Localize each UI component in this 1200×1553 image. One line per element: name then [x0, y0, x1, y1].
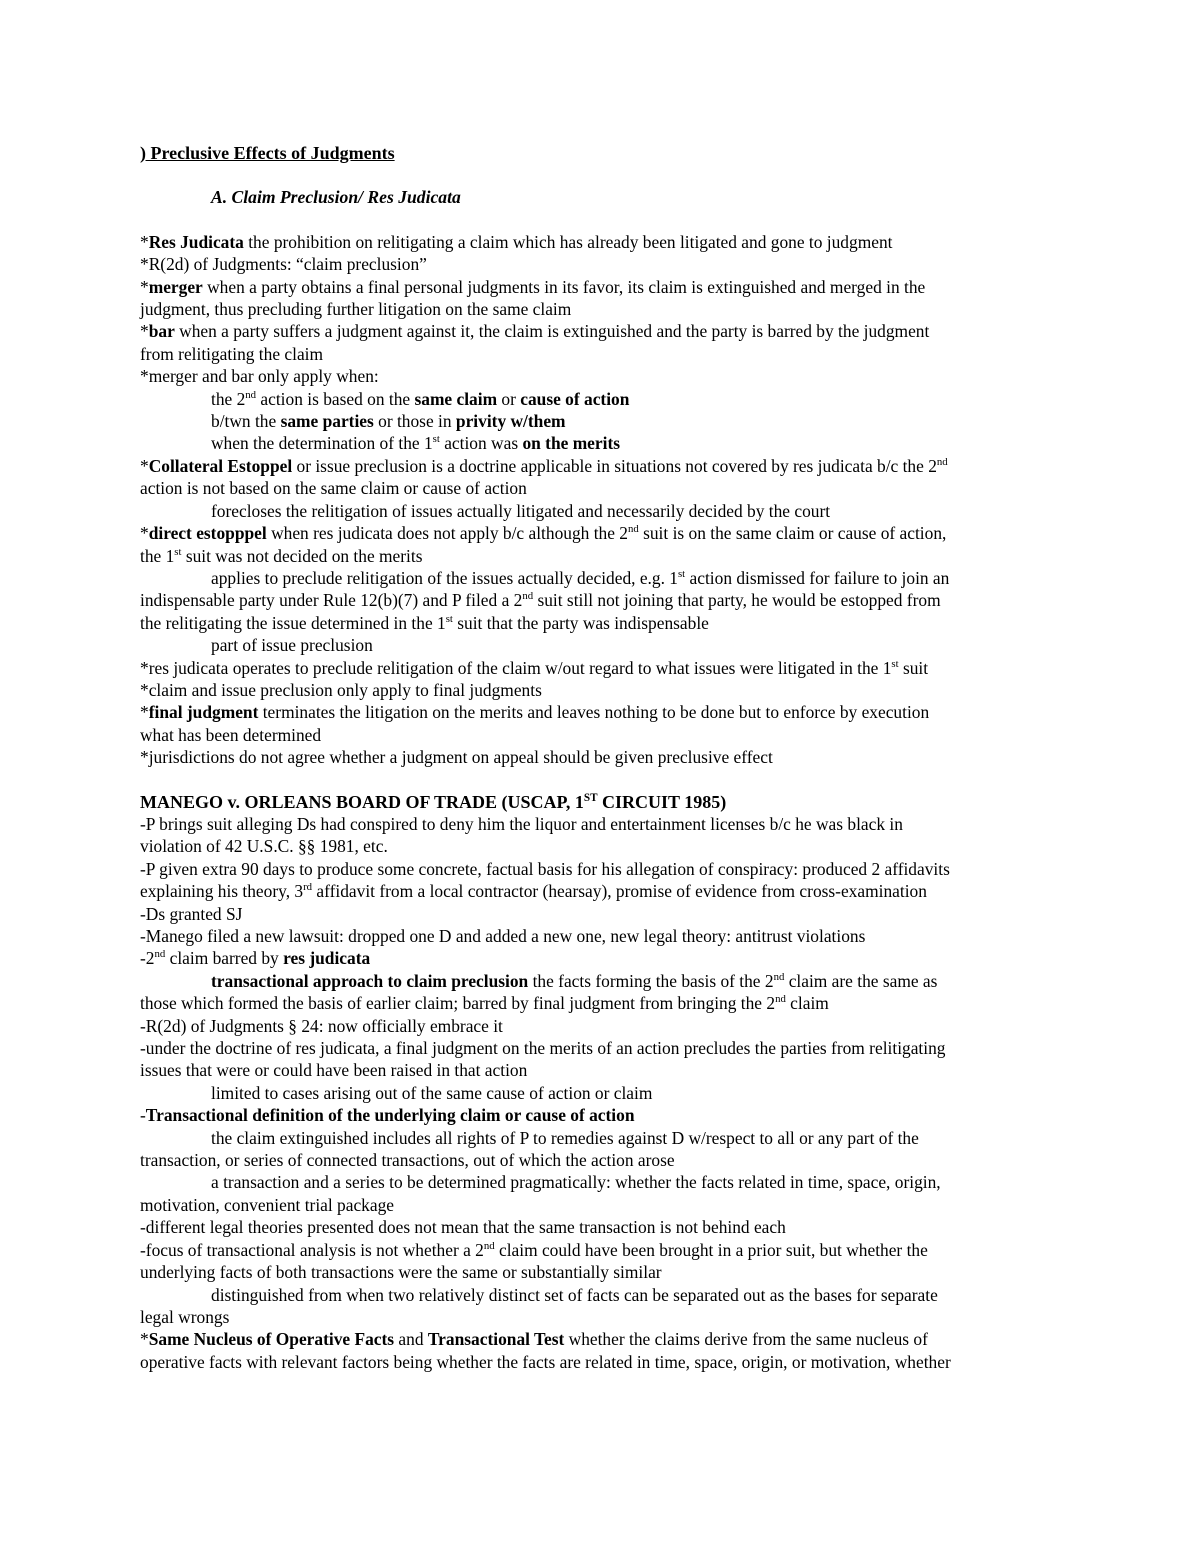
case-note-line-12-seg-0: limited to cases arising out of the same cause of action or claim: [211, 1082, 653, 1103]
note-line-10-seg-3: nd: [936, 456, 948, 469]
note-line-0-seg-2: the prohibition on relitigating a claim which has already been litigated and gone to judgment: [243, 231, 893, 252]
note-line-0-seg-0: *: [140, 231, 149, 252]
note-line-2-seg-2: when a party obtains a final personal judgments in its favor, its claim is extinguished and merged in the: [202, 276, 926, 297]
note-line-0: [140, 231, 1060, 253]
note-line-19: [140, 657, 1060, 679]
case-note-line-23-seg-2: and: [394, 1329, 428, 1350]
case-note-line-4: [140, 903, 1060, 925]
case-note-line-22-seg-0: legal wrongs: [140, 1306, 230, 1327]
case-note-line-0-seg-0: -P brings suit alleging Ds had conspired to deny him the liquor and entertainment licenses b/c he was black in: [140, 813, 903, 834]
title-prefix: ): [140, 143, 151, 163]
case-note-line-20-seg-0: underlying facts of both transactions were the same or substantially similar: [140, 1262, 662, 1283]
note-line-8-seg-1: same parties: [280, 411, 374, 432]
note-line-4-seg-0: *: [140, 321, 149, 342]
case-note-line-22: [140, 1306, 1060, 1328]
note-line-20: [140, 679, 1060, 701]
case-note-line-15: [140, 1149, 1060, 1171]
note-line-10-seg-2: or issue preclusion is a doctrine applicable in situations not covered by res judicata b/c the 2: [292, 455, 937, 476]
case-note-line-4-seg-0: -Ds granted SJ: [140, 903, 243, 924]
note-line-1-seg-0: *R(2d) of Judgments: “claim preclusion”: [140, 254, 427, 275]
case-note-line-17-seg-0: motivation, convenient trial package: [140, 1194, 395, 1215]
case-note-line-14: [140, 1127, 1060, 1149]
note-line-10: [140, 455, 1060, 477]
case-note-line-13-seg-0: -: [140, 1105, 146, 1126]
case-note-line-23-seg-4: whether the claims derive from the same nucleus of: [564, 1329, 928, 1350]
note-line-2: [140, 276, 1060, 298]
note-line-13: [140, 522, 1060, 544]
note-line-7: [140, 388, 1060, 410]
note-line-13-seg-3: nd: [627, 523, 639, 536]
case-note-line-5-seg-0: -Manego filed a new lawsuit: dropped one D and added a new one, new legal theory: antitrust violations: [140, 926, 866, 946]
case-note-line-8-seg-0: those which formed the basis of earlier claim; barred by final judgment from bringing the 2: [140, 993, 776, 1014]
case-note-line-19: [140, 1239, 1060, 1261]
note-line-12: [140, 500, 1060, 522]
case-note-line-11: [140, 1059, 1060, 1081]
case-note-line-8-seg-2: claim: [785, 993, 829, 1014]
note-line-2-seg-1: merger: [148, 276, 203, 297]
case-note-line-8: [140, 992, 1060, 1014]
case-note-line-3-seg-0: explaining his theory, 3: [140, 881, 304, 902]
note-line-14-seg-1: st: [174, 545, 182, 558]
note-line-13-seg-1: direct estopppel: [148, 523, 267, 544]
case-note-line-16: [140, 1171, 1060, 1193]
note-line-3: [140, 298, 1060, 320]
section-subtitle: A. Claim Preclusion/ Res Judicata: [211, 187, 461, 208]
case-note-line-23: [140, 1328, 1060, 1350]
case-note-line-13-seg-1: Transactional definition of the underlying claim or cause of action: [145, 1105, 635, 1126]
note-line-3-seg-0: judgment, thus precluding further litigation on the same claim: [140, 299, 572, 320]
case-note-line-24-seg-0: operative facts with relevant factors being whether the facts are related in time, space, origin, or motivation, whether: [140, 1351, 951, 1372]
note-line-7-seg-0: the 2: [211, 388, 246, 409]
note-line-0-seg-1: Res Judicata: [148, 231, 244, 252]
case-note-line-2: [140, 858, 1060, 880]
note-line-7-seg-2: action is based on the: [256, 388, 415, 409]
case-note-line-7-seg-2: nd: [773, 971, 785, 984]
case-note-line-6-seg-3: res judicata: [283, 948, 371, 969]
note-line-7-seg-5: cause of action: [520, 388, 630, 409]
note-line-23: [140, 746, 1060, 768]
note-line-17: [140, 612, 1060, 634]
note-line-11: [140, 477, 1060, 499]
note-line-21: [140, 701, 1060, 723]
case-note-line-3-seg-2: affidavit from a local contractor (hearsay), promise of evidence from cross-examination: [312, 881, 927, 902]
note-line-8-seg-2: or those in: [373, 411, 456, 432]
case-note-line-19-seg-2: claim could have been brought in a prior suit, but whether the: [494, 1239, 928, 1260]
note-line-6: [140, 365, 1060, 387]
note-line-15-seg-2: action dismissed for failure to join an: [685, 567, 950, 588]
note-line-16-seg-1: nd: [522, 590, 534, 603]
case-note-line-7-seg-1: the facts forming the basis of the 2: [528, 970, 774, 991]
case-note-line-3: [140, 880, 1060, 902]
case-heading: [140, 791, 1060, 813]
note-line-9: [140, 432, 1060, 454]
note-line-4-seg-1: bar: [148, 321, 175, 342]
note-line-21-seg-1: final judgment: [148, 702, 259, 723]
note-line-16-seg-2: suit still not joining that party, he would be estopped from: [533, 590, 941, 611]
note-line-7-seg-4: or: [497, 388, 521, 409]
note-line-10-seg-0: *: [140, 455, 149, 476]
note-line-12-seg-0: forecloses the relitigation of issues actually litigated and necessarily decided by the court: [211, 500, 831, 521]
case-note-line-1-seg-0: violation of 42 U.S.C. §§ 1981, etc.: [140, 836, 388, 857]
note-line-18-seg-0: part of issue preclusion: [211, 635, 373, 656]
case-note-line-15-seg-0: transaction, or series of connected transactions, out of which the action arose: [140, 1150, 675, 1171]
case-note-line-11-seg-0: issues that were or could have been raised in that action: [140, 1060, 528, 1081]
case-notes-section: [140, 813, 1060, 1373]
case-note-line-6-seg-1: nd: [154, 948, 166, 961]
note-line-5-seg-0: from relitigating the claim: [140, 343, 324, 364]
case-note-line-9-seg-0: -R(2d) of Judgments § 24: now officially embrace it: [140, 1015, 503, 1036]
case-note-line-24: [140, 1351, 1060, 1373]
note-line-22-seg-0: what has been determined: [140, 724, 322, 745]
note-line-11-seg-0: action is not based on the same claim or cause of action: [140, 478, 527, 499]
note-line-14-seg-0: the 1: [140, 545, 175, 566]
case-note-line-10-seg-0: -under the doctrine of res judicata, a final judgment on the merits of an action precludes the parties from relitigating: [140, 1038, 946, 1059]
note-line-6-seg-0: *merger and bar only apply when:: [140, 366, 379, 387]
case-note-line-23-seg-0: *: [140, 1329, 149, 1350]
case-note-line-21: [140, 1284, 1060, 1306]
note-line-21-seg-0: *: [140, 702, 149, 723]
case-note-line-7-seg-0: transactional approach to claim preclusion: [211, 970, 529, 991]
note-line-4: [140, 320, 1060, 342]
note-line-9-seg-2: action was: [439, 433, 523, 454]
note-line-7-seg-1: nd: [245, 388, 257, 401]
note-line-15: [140, 567, 1060, 589]
case-heading-seg-2: CIRCUIT 1985): [597, 791, 727, 812]
document-page: [140, 142, 1060, 1373]
case-note-line-17: [140, 1194, 1060, 1216]
case-note-line-7-seg-3: claim are the same as: [784, 970, 938, 991]
note-line-5: [140, 343, 1060, 365]
case-heading-seg-1: ST: [583, 791, 598, 804]
case-heading-seg-0: MANEGO v. ORLEANS BOARD OF TRADE (USCAP, 1: [140, 791, 584, 812]
case-note-line-8-seg-1: nd: [775, 993, 786, 1006]
note-line-22: [140, 724, 1060, 746]
note-line-15-seg-0: applies to preclude relitigation of the issues actually decided, e.g. 1: [211, 567, 678, 588]
case-note-line-20: [140, 1261, 1060, 1283]
note-line-19-seg-0: *res judicata operates to preclude relitigation of the claim w/out regard to what issues were litigated in the 1: [140, 657, 892, 678]
note-line-13-seg-0: *: [140, 523, 149, 544]
case-note-line-14-seg-0: the claim extinguished includes all rights of P to remedies against D w/respect to all or any part of the: [211, 1127, 919, 1148]
note-line-10-seg-1: Collateral Estoppel: [148, 455, 293, 476]
case-note-line-19-seg-0: -focus of transactional analysis is not whether a 2: [140, 1239, 484, 1260]
note-line-14: [140, 545, 1060, 567]
note-line-17-seg-0: the relitigating the issue determined in the 1: [140, 612, 446, 633]
case-note-line-18: [140, 1216, 1060, 1238]
case-note-line-19-seg-1: nd: [483, 1239, 495, 1252]
case-note-line-9: [140, 1015, 1060, 1037]
case-note-line-6-seg-2: claim barred by: [165, 948, 284, 969]
note-line-19-seg-1: st: [891, 657, 899, 670]
note-line-17-seg-1: st: [445, 612, 453, 625]
note-line-16-seg-0: indispensable party under Rule 12(b)(7) and P filed a 2: [140, 590, 523, 611]
case-note-line-7: [140, 970, 1060, 992]
case-note-line-21-seg-0: distinguished from when two relatively distinct set of facts can be separated out as the bases for separate: [211, 1284, 938, 1305]
page-title: [140, 142, 1060, 164]
case-note-line-23-seg-1: Same Nucleus of Operative Facts: [148, 1329, 395, 1350]
case-note-line-5: [140, 925, 1060, 947]
case-note-line-18-seg-0: -different legal theories presented does not mean that the same transaction is not behind each: [140, 1217, 786, 1238]
case-note-line-6-seg-0: -2: [140, 948, 155, 969]
note-line-14-seg-2: suit was not decided on the merits: [181, 545, 423, 566]
note-line-7-seg-3: same claim: [414, 388, 498, 409]
note-line-13-seg-2: when res judicata does not apply b/c although the 2: [266, 523, 628, 544]
notes-section: [140, 231, 1060, 769]
note-line-4-seg-2: when a party suffers a judgment against it, the claim is extinguished and the party is barred by the judgment: [174, 321, 930, 342]
case-note-line-1: [140, 835, 1060, 857]
note-line-15-seg-1: st: [677, 568, 686, 581]
note-line-8-seg-0: b/twn the: [211, 411, 281, 432]
case-note-line-6: [140, 947, 1060, 969]
case-note-line-0: [140, 813, 1060, 835]
note-line-9-seg-0: when the determination of the 1: [211, 433, 433, 454]
case-note-line-12: [140, 1082, 1060, 1104]
note-line-23-seg-0: *jurisdictions do not agree whether a judgment on appeal should be given preclusive effect: [140, 747, 773, 768]
note-line-13-seg-4: suit is on the same claim or cause of action,: [638, 523, 947, 544]
case-note-line-16-seg-0: a transaction and a series to be determined pragmatically: whether the facts related in time, space, origin,: [211, 1172, 941, 1193]
case-note-line-13: [140, 1104, 1060, 1126]
note-line-21-seg-2: terminates the litigation on the merits and leaves nothing to be done but to enforce by execution: [258, 702, 930, 723]
case-note-line-3-seg-1: rd: [303, 881, 313, 894]
note-line-17-seg-2: suit that the party was indispensable: [452, 612, 709, 633]
note-line-16: [140, 589, 1060, 611]
note-line-20-seg-0: *claim and issue preclusion only apply to final judgments: [140, 679, 542, 700]
note-line-9-seg-1: st: [432, 433, 440, 446]
note-line-18: [140, 634, 1060, 656]
note-line-8: [140, 410, 1060, 432]
note-line-19-seg-2: suit: [898, 657, 929, 678]
note-line-9-seg-3: on the merits: [522, 433, 621, 454]
case-note-line-23-seg-3: Transactional Test: [427, 1329, 565, 1350]
note-line-8-seg-3: privity w/them: [455, 411, 566, 432]
case-note-line-10: [140, 1037, 1060, 1059]
note-line-1: [140, 253, 1060, 275]
case-note-line-2-seg-0: -P given extra 90 days to produce some concrete, factual basis for his allegation of conspiracy: produced 2 affidavits: [140, 858, 950, 879]
title-text: Preclusive Effects of Judgments: [150, 143, 395, 163]
note-line-2-seg-0: *: [140, 276, 149, 297]
